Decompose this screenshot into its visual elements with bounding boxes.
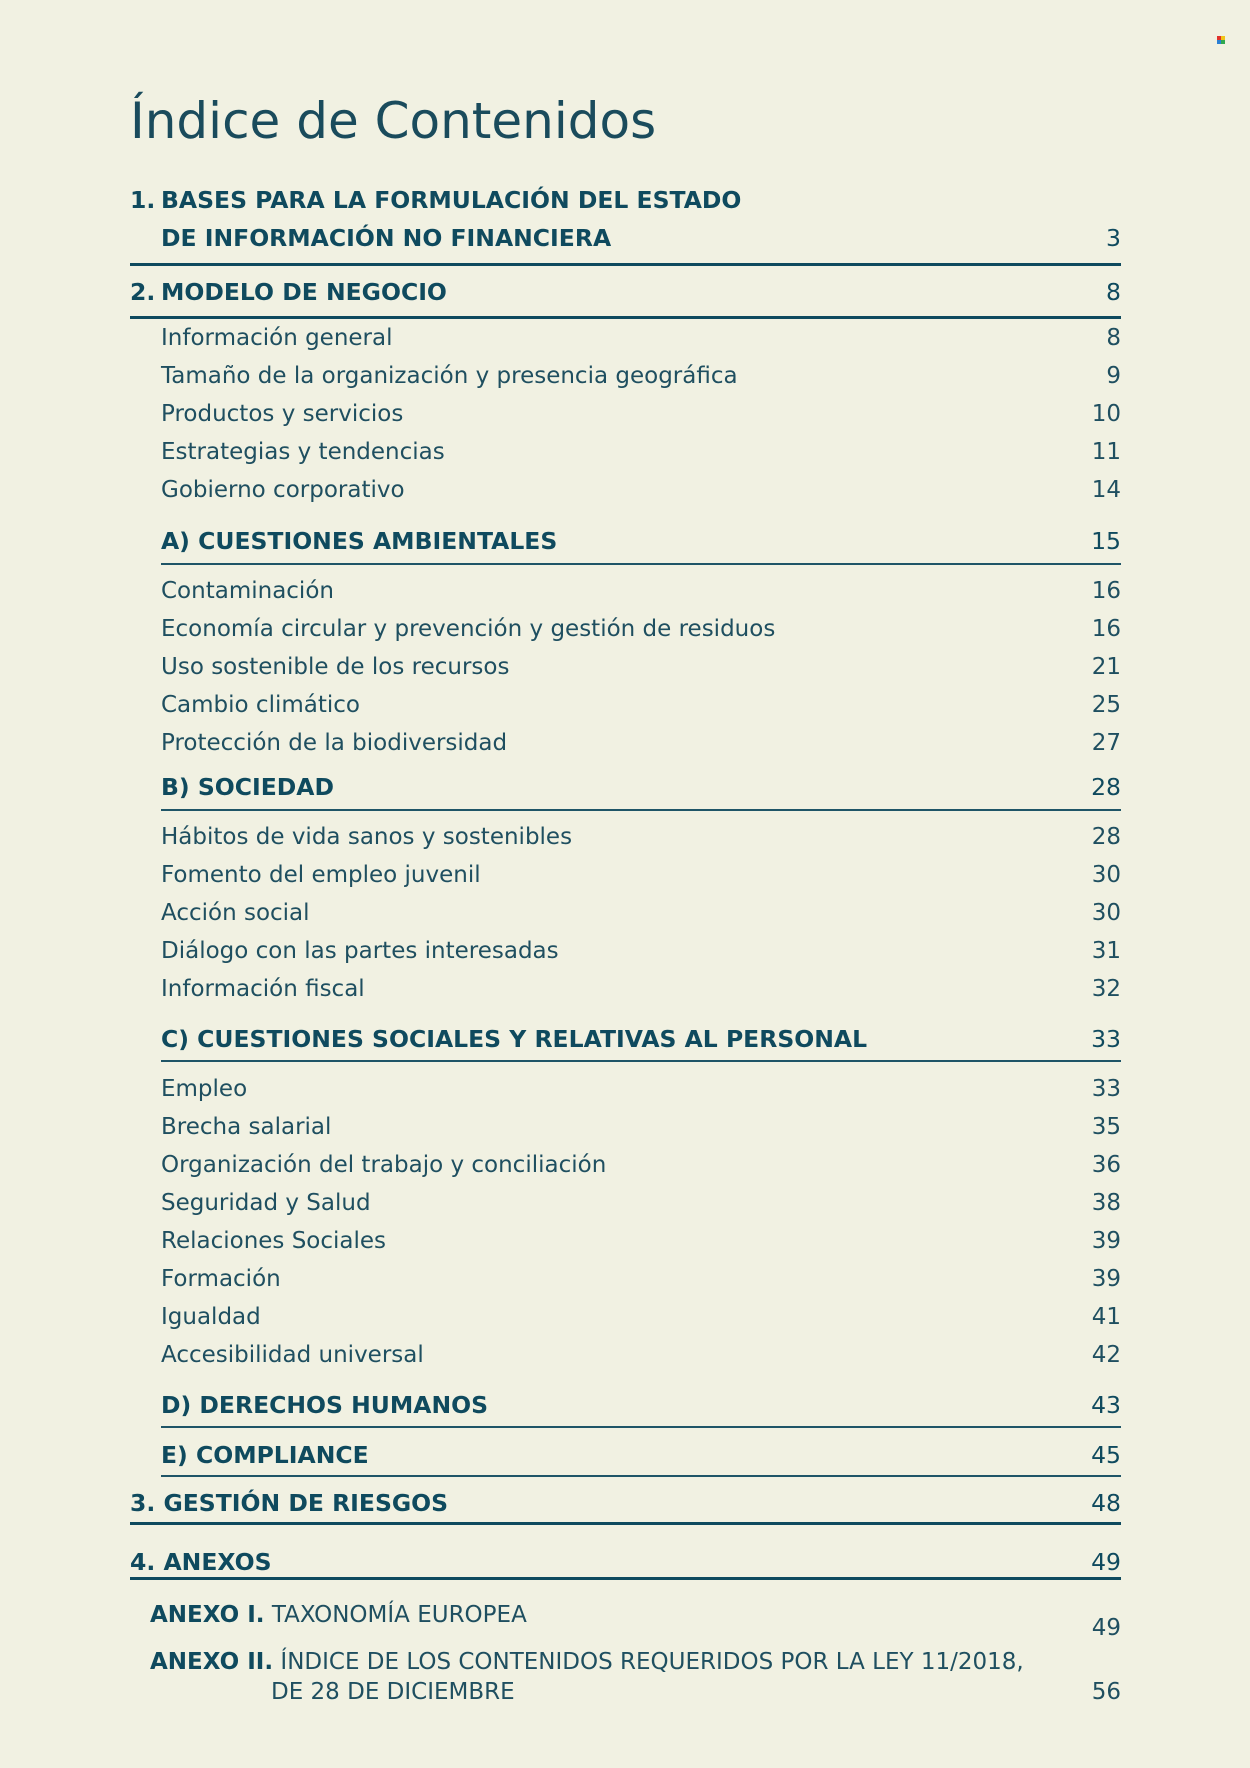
section-label: 4. ANEXOS xyxy=(130,1548,272,1576)
toc-subsection-b[interactable] xyxy=(161,773,1121,801)
section-label: DE INFORMACIÓN NO FINANCIERA xyxy=(161,224,612,252)
item-label: Información general xyxy=(161,325,393,351)
page-number: 33 xyxy=(1091,1025,1121,1053)
toc-section-2[interactable] xyxy=(130,278,1121,306)
toc-item[interactable] xyxy=(161,477,1121,503)
toc-item[interactable] xyxy=(161,654,1121,680)
item-label: Organización del trabajo y conciliación xyxy=(161,1152,607,1178)
divider xyxy=(130,263,1121,266)
item-label: Fomento del empleo juvenil xyxy=(161,862,481,888)
annex-label: TAXONOMÍA EUROPEA xyxy=(271,1602,527,1628)
toc-item[interactable] xyxy=(161,900,1121,926)
item-label: Seguridad y Salud xyxy=(161,1190,371,1216)
subsection-label: D) DERECHOS HUMANOS xyxy=(161,1391,489,1419)
divider xyxy=(130,1577,1121,1580)
divider xyxy=(161,1475,1121,1477)
divider xyxy=(161,563,1121,565)
item-label: Diálogo con las partes interesadas xyxy=(161,938,559,964)
page-number: 21 xyxy=(1091,654,1121,680)
item-label: Empleo xyxy=(161,1076,248,1102)
item-label: Formación xyxy=(161,1266,281,1292)
toc-item[interactable] xyxy=(161,439,1121,465)
item-label: Igualdad xyxy=(161,1304,261,1330)
item-label: Acción social xyxy=(161,900,310,926)
toc-section-1[interactable] xyxy=(130,186,1121,214)
item-label: Contaminación xyxy=(161,578,334,604)
divider xyxy=(161,809,1121,811)
page-number: 39 xyxy=(1091,1228,1121,1254)
toc-item[interactable] xyxy=(161,1114,1121,1140)
item-label: Uso sostenible de los recursos xyxy=(161,654,510,680)
toc-item[interactable] xyxy=(161,938,1121,964)
subsection-label: A) CUESTIONES AMBIENTALES xyxy=(161,527,558,555)
item-label: Relaciones Sociales xyxy=(161,1228,387,1254)
page-number: 48 xyxy=(1091,1489,1121,1517)
page-number: 14 xyxy=(1091,477,1121,503)
page-number: 31 xyxy=(1091,938,1121,964)
item-label: Gobierno corporativo xyxy=(161,477,405,503)
toc-item[interactable] xyxy=(161,1076,1121,1102)
page-number: 35 xyxy=(1091,1114,1121,1140)
page-number: 10 xyxy=(1091,401,1121,427)
item-label: Información fiscal xyxy=(161,976,365,1002)
page-number: 9 xyxy=(1106,363,1121,389)
section-number: 2. xyxy=(130,278,156,306)
item-label: Brecha salarial xyxy=(161,1114,332,1140)
annex-prefix: ANEXO II. xyxy=(150,1649,274,1675)
item-label: Protección de la biodiversidad xyxy=(161,730,508,756)
toc-item[interactable] xyxy=(161,1190,1121,1216)
page-number: 43 xyxy=(1091,1391,1121,1419)
page-number: 27 xyxy=(1091,730,1121,756)
page-number: 36 xyxy=(1091,1152,1121,1178)
toc-item[interactable] xyxy=(161,730,1121,756)
page-number: 8 xyxy=(1106,278,1121,306)
divider xyxy=(161,1060,1121,1062)
page-number: 8 xyxy=(1106,325,1121,351)
page-number: 28 xyxy=(1091,773,1121,801)
toc-item[interactable] xyxy=(161,325,1121,351)
page-number: 30 xyxy=(1091,862,1121,888)
page-number: 32 xyxy=(1091,976,1121,1002)
page-number: 16 xyxy=(1091,578,1121,604)
page-number: 49 xyxy=(1091,1615,1121,1641)
page-number: 25 xyxy=(1091,692,1121,718)
page-number: 45 xyxy=(1091,1441,1121,1469)
toc-item[interactable] xyxy=(161,976,1121,1002)
page-title: Índice de Contenidos xyxy=(130,92,657,150)
toc-item[interactable] xyxy=(161,1266,1121,1292)
page-number: 3 xyxy=(1106,224,1121,252)
item-label: Productos y servicios xyxy=(161,401,404,427)
toc-item[interactable] xyxy=(161,1152,1121,1178)
page-number: 56 xyxy=(1091,1679,1121,1705)
page-number: 38 xyxy=(1091,1190,1121,1216)
toc-item[interactable] xyxy=(161,1342,1121,1368)
annex-prefix: ANEXO I. xyxy=(150,1602,265,1628)
toc-subsection-a[interactable] xyxy=(161,527,1121,555)
corner-registration-mark xyxy=(1217,36,1225,44)
page-number: 28 xyxy=(1091,824,1121,850)
toc-item[interactable] xyxy=(161,862,1121,888)
toc-subsection-c[interactable] xyxy=(161,1025,1121,1053)
page-number: 15 xyxy=(1091,527,1121,555)
item-label: Hábitos de vida sanos y sostenibles xyxy=(161,824,573,850)
toc-annex-2[interactable] xyxy=(150,1649,1024,1675)
page-number: 33 xyxy=(1091,1076,1121,1102)
page-number: 41 xyxy=(1091,1304,1121,1330)
subsection-label: C) CUESTIONES SOCIALES Y RELATIVAS AL PERSONAL xyxy=(161,1025,868,1053)
section-label: BASES PARA LA FORMULACIÓN DEL ESTADO xyxy=(161,186,742,214)
annex-label: DE 28 DE DICIEMBRE xyxy=(271,1679,515,1705)
divider xyxy=(130,1522,1121,1525)
toc-item[interactable] xyxy=(161,692,1121,718)
page-number: 39 xyxy=(1091,1266,1121,1292)
section-label: MODELO DE NEGOCIO xyxy=(161,278,447,306)
page-number: 11 xyxy=(1091,439,1121,465)
page-number: 16 xyxy=(1091,616,1121,642)
item-label: Cambio climático xyxy=(161,692,360,718)
subsection-label: B) SOCIEDAD xyxy=(161,773,334,801)
divider xyxy=(130,316,1121,319)
toc-section-4[interactable] xyxy=(130,1548,1121,1576)
toc-item[interactable] xyxy=(161,824,1121,850)
toc-annex-1[interactable] xyxy=(150,1602,527,1628)
toc-section-3[interactable] xyxy=(130,1489,1121,1517)
toc-subsection-d[interactable] xyxy=(161,1391,1121,1419)
toc-item[interactable] xyxy=(161,1228,1121,1254)
toc-item[interactable] xyxy=(161,616,1121,642)
item-label: Estrategias y tendencias xyxy=(161,439,445,465)
page-number: 49 xyxy=(1091,1548,1121,1576)
page-number: 30 xyxy=(1091,900,1121,926)
item-label: Economía circular y prevención y gestión de residuos xyxy=(161,616,776,642)
toc-item[interactable] xyxy=(161,363,1121,389)
toc-item[interactable] xyxy=(161,1304,1121,1330)
toc-item[interactable] xyxy=(161,578,1121,604)
page-number: 42 xyxy=(1091,1342,1121,1368)
toc-item[interactable] xyxy=(161,401,1121,427)
subsection-label: E) COMPLIANCE xyxy=(161,1441,369,1469)
section-label: 3. GESTIÓN DE RIESGOS xyxy=(130,1489,449,1517)
toc-subsection-e[interactable] xyxy=(161,1441,1121,1469)
annex-label: ÍNDICE DE LOS CONTENIDOS REQUERIDOS POR LA LEY 11/2018, xyxy=(280,1649,1024,1675)
section-number: 1. xyxy=(130,186,156,214)
divider xyxy=(161,1426,1121,1428)
item-label: Accesibilidad universal xyxy=(161,1342,424,1368)
item-label: Tamaño de la organización y presencia geográfica xyxy=(161,363,738,389)
toc-annex-2-line2[interactable] xyxy=(271,1679,515,1705)
toc-section-1-line2[interactable] xyxy=(130,224,1121,252)
